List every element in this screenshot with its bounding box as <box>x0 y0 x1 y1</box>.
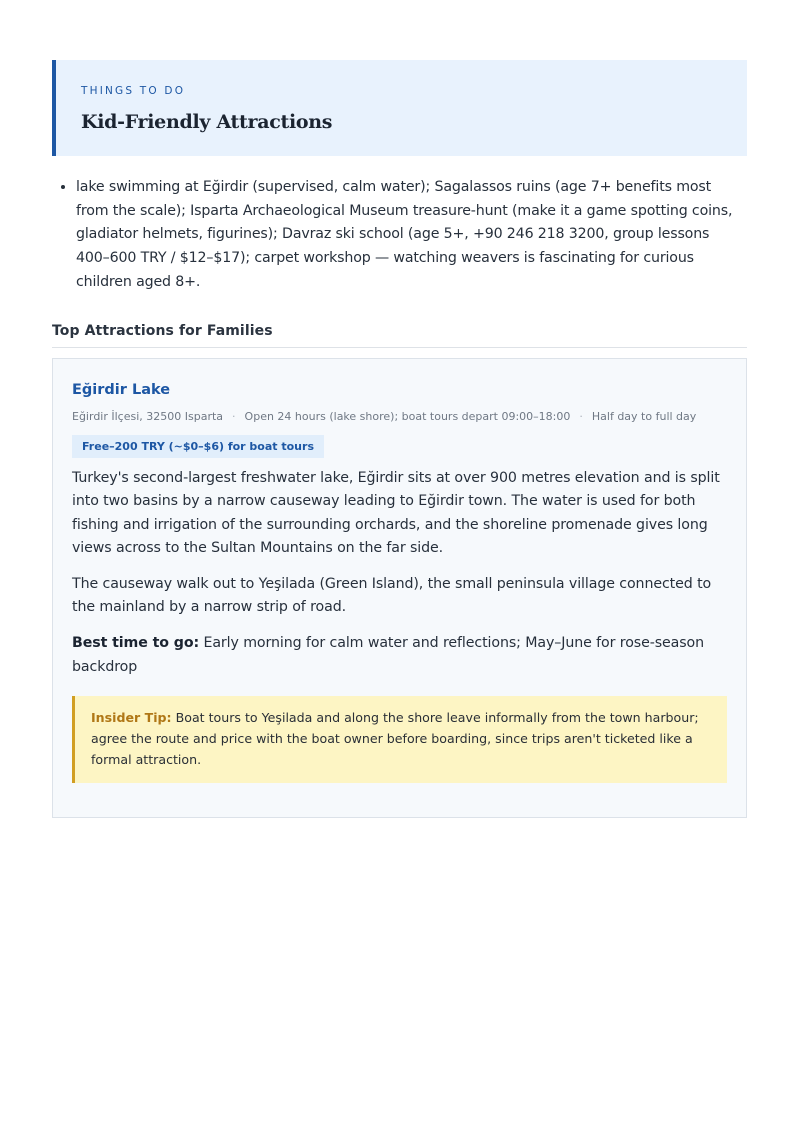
list-item: • lake swimming at Eğirdir (supervised, calm water); Sagalassos ruins (age 7+ benefits most from the scale); Isparta Archaeological Museum treasure-hunt (make it a game spotting coins, gladiator helmets, figurines); Davraz ski school (age 5+, +90 246 218 3200, group lessons 400–600 TRY / $12–$17); carpet workshop — watching weavers is fascinating for curious children aged 8+. <box>76 176 747 295</box>
price-badge: Free–200 TRY (~$0–$6) for boat tours <box>72 435 324 458</box>
attraction-address: Eğirdir İlçesi, 32500 Isparta <box>72 409 224 423</box>
section-title: Kid-Friendly Attractions <box>81 111 333 133</box>
meta-separator: · <box>232 409 236 423</box>
attraction-card <box>52 358 747 819</box>
attraction-duration: Half day to full day <box>591 409 697 423</box>
families-subheading: Top Attractions for Families <box>52 322 747 348</box>
tip-label: Insider Tip: <box>91 710 172 726</box>
attraction-highlight: The causeway walk out to Yeşilada (Green Island), the small peninsula village connected to the mainland by a narrow strip of road. <box>72 575 712 616</box>
attraction-description: Turkey's second-largest freshwater lake, Eğirdir sits at over 900 metres elevation and is split into two basins by a narrow causeway leading to Eğirdir town. The water is used for both fishing and irrigation of the surrounding orchards, and the shoreline promenade gives long views across to the Sultan Mountains on the far side. <box>72 469 720 557</box>
insider-tip <box>72 696 727 783</box>
section-header <box>52 60 747 156</box>
attraction-meta <box>72 409 727 425</box>
best-time-value: Early morning for calm water and reflections; May–June for rose-season backdrop <box>72 635 704 675</box>
attraction-hours: Open 24 hours (lake shore); boat tours depart 09:00–18:00 <box>244 409 571 423</box>
tip-text: Boat tours to Yeşilada and along the shore leave informally from the town harbour; agree the route and price with the boat owner before boarding, since trips aren't ticketed like a formal attraction. <box>91 710 699 768</box>
intro-list <box>52 176 747 295</box>
page-content <box>52 60 747 818</box>
best-time <box>72 632 727 679</box>
best-time-label: Best time to go: <box>72 635 200 652</box>
section-eyebrow: THINGS TO DO <box>81 85 186 97</box>
attraction-name[interactable]: Eğirdir Lake <box>72 381 171 398</box>
meta-separator: · <box>579 409 583 423</box>
